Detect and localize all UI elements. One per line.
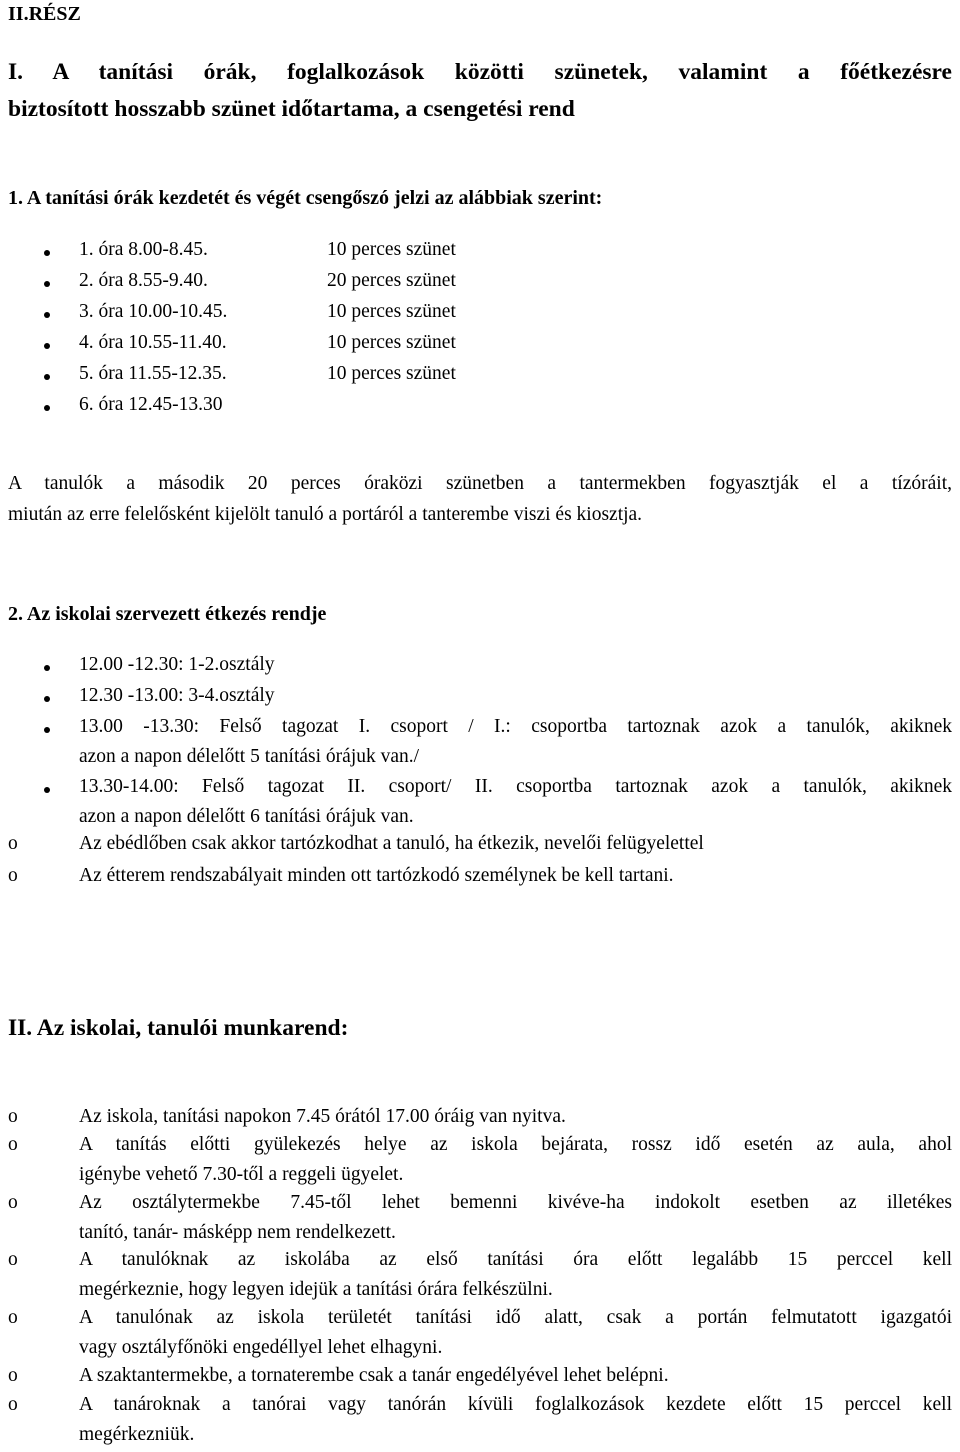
circle-bullet-icon: o: [8, 1249, 18, 1270]
lesson-time: 3. óra 10.00-10.45.: [79, 301, 228, 322]
circle-bullet-icon: o: [8, 833, 18, 854]
circle-bullet-icon: o: [8, 1307, 18, 1328]
bullet-icon: [44, 374, 50, 380]
circle-bullet-icon: o: [8, 1394, 18, 1415]
tizorai-paragraph-line-1: A tanulók a második 20 perces óraközi szünetben a tantermekben fogyasztják el a tízóráit,: [8, 473, 952, 494]
chapter-1-title-line-1: I. A tanítási órák, foglalkozások közötti szünetek, valamint a főétkezésre: [8, 59, 952, 85]
bullet-icon: [44, 250, 50, 256]
work-order-item: A tanulóknak az iskolába az első tanítási óra előtt legalább 15 perccel kell: [79, 1249, 952, 1270]
circle-bullet-icon: o: [8, 1192, 18, 1213]
work-order-item-continuation: igénybe vehető 7.30-től a reggeli ügyelet.: [79, 1164, 404, 1185]
chapter-2-title: II. Az iskolai, tanulói munkarend:: [8, 1015, 349, 1041]
circle-bullet-icon: o: [8, 1106, 18, 1127]
lesson-time: 6. óra 12.45-13.30: [79, 394, 223, 415]
lunch-slot: 12.30 -13.00: 3-4.osztály: [79, 685, 275, 706]
chapter-1-title-line-2: biztosított hosszabb szünet időtartama, a csengetési rend: [8, 96, 575, 122]
circle-bullet-icon: o: [8, 1365, 18, 1386]
lunch-slot-continuation: azon a napon délelőtt 5 tanítási órájuk van./: [79, 746, 420, 767]
lesson-time: 5. óra 11.55-12.35.: [79, 363, 227, 384]
lunch-slot-continuation: azon a napon délelőtt 6 tanítási órájuk van.: [79, 806, 414, 827]
lunch-slot: 13.30-14.00: Felső tagozat II. csoport/ II. csoportba tartoznak azok a tanulók, akiknek: [79, 776, 952, 797]
bullet-icon: [44, 696, 50, 702]
break-duration: 10 perces szünet: [327, 363, 456, 384]
lunch-slot: 13.00 -13.30: Felső tagozat I. csoport / I.: csoportba tartoznak azok a tanulók, akiknek: [79, 716, 952, 737]
work-order-item-continuation: megérkezniük.: [79, 1424, 195, 1445]
work-order-item-continuation: vagy osztályfőnöki engedéllyel lehet elhagyni.: [79, 1337, 443, 1358]
break-duration: 10 perces szünet: [327, 332, 456, 353]
bullet-icon: [44, 405, 50, 411]
circle-bullet-icon: o: [8, 865, 18, 886]
bullet-icon: [44, 665, 50, 671]
lesson-time: 4. óra 10.55-11.40.: [79, 332, 227, 353]
tizorai-paragraph-line-2: miután az erre felelősként kijelölt tanuló a portáról a tanterembe viszi és kiosztja.: [8, 504, 643, 525]
work-order-item: Az osztálytermekbe 7.45-től lehet bemenni kivéve-ha indokolt esetben az illetékes: [79, 1192, 952, 1213]
break-duration: 20 perces szünet: [327, 270, 456, 291]
work-order-item-continuation: tanító, tanár- másképp nem rendelkezett.: [79, 1222, 396, 1243]
break-duration: 10 perces szünet: [327, 239, 456, 260]
work-order-item-continuation: megérkeznie, hogy legyen idejük a tanítási órára felkészülni.: [79, 1279, 553, 1300]
bullet-icon: [44, 281, 50, 287]
section-1-title: 1. A tanítási órák kezdetét és végét csengőszó jelzi az alábbiak szerint:: [8, 187, 603, 209]
part-heading: II.RÉSZ: [8, 3, 81, 25]
bullet-icon: [44, 727, 50, 733]
work-order-item: A tanítás előtti gyülekezés helye az iskola bejárata, rossz idő esetén az aula, ahol: [79, 1134, 952, 1155]
bullet-icon: [44, 787, 50, 793]
circle-bullet-icon: o: [8, 1134, 18, 1155]
work-order-item: A tanároknak a tanórai vagy tanórán kívüli foglalkozások kezdete előtt 15 perccel kell: [79, 1394, 952, 1415]
work-order-item: Az iskola, tanítási napokon 7.45 órától 17.00 óráig van nyitva.: [79, 1106, 566, 1127]
work-order-item: A tanulónak az iskola területét tanítási idő alatt, csak a portán felmutatott igazgatói: [79, 1307, 952, 1328]
lesson-time: 1. óra 8.00-8.45.: [79, 239, 208, 260]
bullet-icon: [44, 343, 50, 349]
dining-rule: Az étterem rendszabályait minden ott tartózkodó személynek be kell tartani.: [79, 865, 674, 886]
work-order-item: A szaktantermekbe, a tornaterembe csak a tanár engedélyével lehet belépni.: [79, 1365, 669, 1386]
lesson-time: 2. óra 8.55-9.40.: [79, 270, 208, 291]
bullet-icon: [44, 312, 50, 318]
break-duration: 10 perces szünet: [327, 301, 456, 322]
lunch-slot: 12.00 -12.30: 1-2.osztály: [79, 654, 275, 675]
section-2-title: 2. Az iskolai szervezett étkezés rendje: [8, 603, 327, 625]
dining-rule: Az ebédlőben csak akkor tartózkodhat a tanuló, ha étkezik, nevelői felügyelettel: [79, 833, 704, 854]
